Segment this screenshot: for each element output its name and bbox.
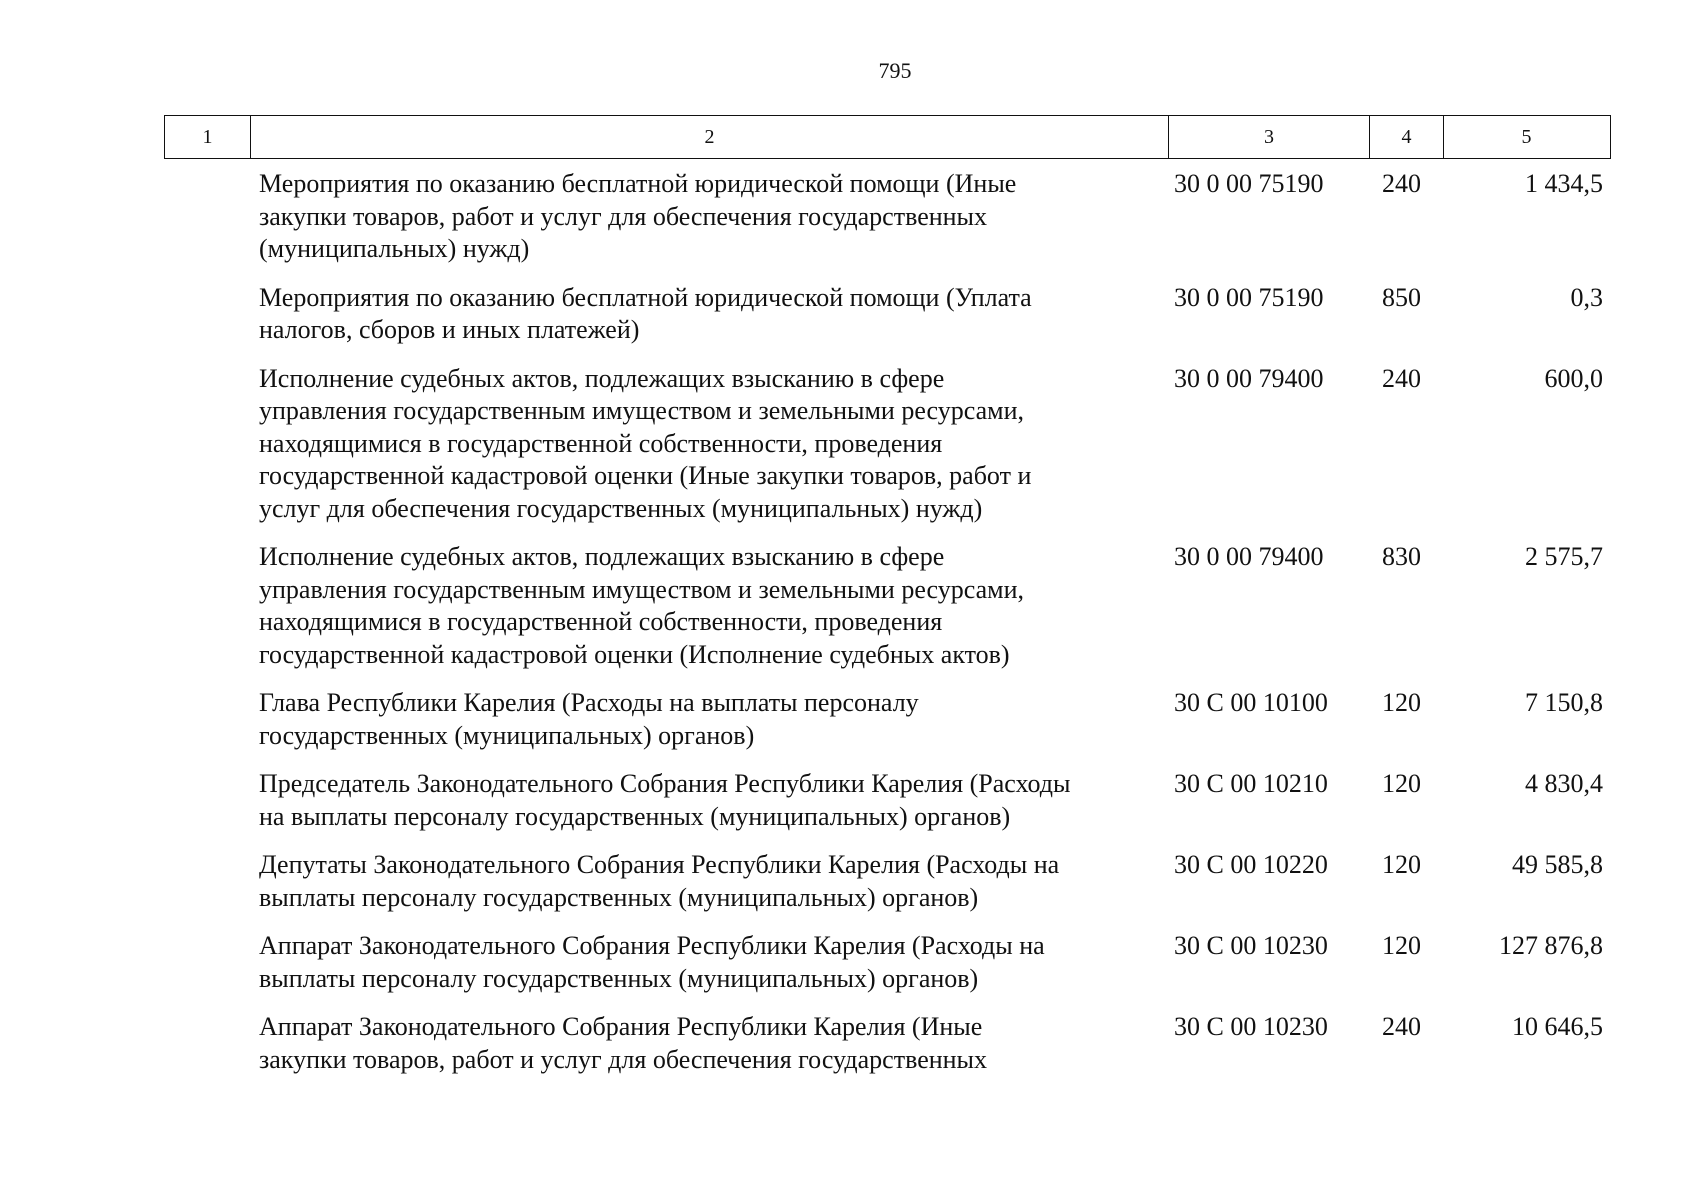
row-description-line: государственных (муниципальных) органов) xyxy=(259,720,755,750)
row-description-line: Мероприятия по оказанию бесплатной юридической помощи (Уплата xyxy=(259,282,1032,312)
row-description xyxy=(259,282,1159,347)
header-col-1: 1 xyxy=(165,116,251,158)
row-type: 120 xyxy=(1382,850,1421,879)
row-description xyxy=(259,687,1159,752)
row-description xyxy=(259,1011,1159,1076)
row-description-line: на выплаты персоналу государственных (муниципальных) органов) xyxy=(259,801,1011,831)
row-description-line: государственной кадастровой оценки (Исполнение судебных актов) xyxy=(259,639,1010,669)
row-amount: 4 830,4 xyxy=(1525,769,1603,798)
row-code: 30 0 00 79400 xyxy=(1174,363,1324,393)
row-description-line: выплаты персоналу государственных (муниципальных) органов) xyxy=(259,882,979,912)
header-col-4: 4 xyxy=(1370,116,1444,158)
row-description-line: Исполнение судебных актов, подлежащих взысканию в сфере xyxy=(259,363,945,393)
row-type: 240 xyxy=(1382,169,1421,198)
row-description-line: Мероприятия по оказанию бесплатной юридической помощи (Иные xyxy=(259,169,1017,198)
row-code: 30 С 00 10230 xyxy=(1174,931,1328,960)
row-code: 30 0 00 75190 xyxy=(1174,169,1324,198)
row-description-line: налогов, сборов и иных платежей) xyxy=(259,315,640,344)
row-amount: 600,0 xyxy=(1544,363,1603,393)
row-description xyxy=(259,768,1159,833)
table-header xyxy=(164,115,1611,159)
row-description-line: находящимися в государственной собственности, проведения xyxy=(259,428,943,458)
table-row xyxy=(0,168,1697,266)
row-code: 30 0 00 75190 xyxy=(1174,282,1324,312)
row-description-line: закупки товаров, работ и услуг для обеспечения государственных xyxy=(259,201,988,231)
row-description-line: Глава Республики Карелия (Расходы на выплаты персоналу xyxy=(259,688,919,717)
row-description-line: государственной кадастровой оценки (Иные закупки товаров, работ и xyxy=(259,461,1032,490)
row-code: 30 С 00 10100 xyxy=(1174,688,1328,717)
row-type: 120 xyxy=(1382,688,1421,717)
table-row xyxy=(0,849,1697,914)
row-description xyxy=(259,930,1159,995)
row-type: 240 xyxy=(1382,363,1421,393)
row-amount: 10 646,5 xyxy=(1512,1012,1603,1041)
row-code: 30 0 00 79400 xyxy=(1174,542,1324,571)
row-code: 30 С 00 10210 xyxy=(1174,769,1328,798)
row-description-line: Аппарат Законодательного Собрания Республики Карелия (Иные xyxy=(259,1012,983,1041)
row-description-line: услуг для обеспечения государственных (муниципальных) нужд) xyxy=(259,493,983,523)
header-col-3: 3 xyxy=(1169,116,1370,158)
row-amount: 0,3 xyxy=(1570,282,1603,312)
row-code: 30 С 00 10230 xyxy=(1174,1012,1328,1041)
row-description xyxy=(259,849,1159,914)
table-row xyxy=(0,363,1697,526)
table-row xyxy=(0,1011,1697,1076)
row-description-line: управления государственным имуществом и земельными ресурсами, xyxy=(259,574,1024,604)
row-description xyxy=(259,168,1159,266)
row-description-line: закупки товаров, работ и услуг для обеспечения государственных xyxy=(259,1044,988,1074)
table-row xyxy=(0,687,1697,752)
row-description-line: Депутаты Законодательного Собрания Республики Карелия (Расходы на xyxy=(259,850,1060,879)
row-description xyxy=(259,363,1159,526)
row-code: 30 С 00 10220 xyxy=(1174,850,1328,879)
row-description-line: Исполнение судебных актов, подлежащих взысканию в сфере xyxy=(259,542,945,571)
row-amount: 49 585,8 xyxy=(1512,850,1603,879)
row-type: 120 xyxy=(1382,931,1421,960)
row-type: 240 xyxy=(1382,1012,1421,1041)
table-row xyxy=(0,930,1697,995)
table-row xyxy=(0,768,1697,833)
table-row xyxy=(0,282,1697,347)
row-type: 120 xyxy=(1382,769,1421,798)
row-description xyxy=(259,541,1159,671)
table-body xyxy=(0,168,1697,1092)
row-type: 830 xyxy=(1382,542,1421,571)
row-amount: 1 434,5 xyxy=(1525,169,1603,198)
header-col-2: 2 xyxy=(251,116,1169,158)
row-amount: 7 150,8 xyxy=(1525,688,1603,717)
row-amount: 127 876,8 xyxy=(1499,931,1603,960)
page-number: 795 xyxy=(878,58,912,83)
row-description-line: (муниципальных) нужд) xyxy=(259,234,530,263)
header-col-5: 5 xyxy=(1521,125,1532,148)
row-description-line: находящимися в государственной собственности, проведения xyxy=(259,607,943,636)
row-amount: 2 575,7 xyxy=(1525,542,1603,571)
row-type: 850 xyxy=(1382,282,1421,312)
table-row xyxy=(0,541,1697,671)
row-description-line: Аппарат Законодательного Собрания Республики Карелия (Расходы на xyxy=(259,931,1045,960)
row-description-line: Председатель Законодательного Собрания Республики Карелия (Расходы xyxy=(259,769,1071,798)
row-description-line: выплаты персоналу государственных (муниципальных) органов) xyxy=(259,963,979,993)
row-description-line: управления государственным имуществом и земельными ресурсами, xyxy=(259,396,1024,425)
